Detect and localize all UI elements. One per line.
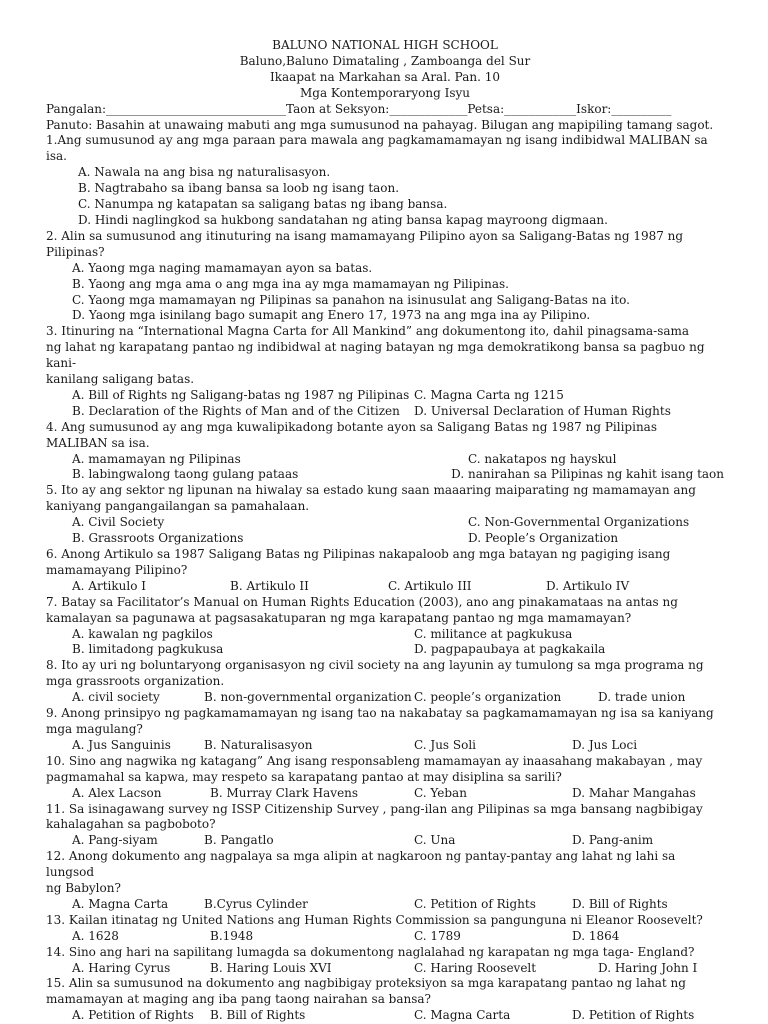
question-text: 11. Sa isinagawang survey ng ISSP Citizenship Survey , pang-ilan ang Pilipinas sa mga bansang nagbibigay xyxy=(46,801,703,816)
question-text: ng Babylon? xyxy=(46,881,121,896)
option-c[interactable]: C. Jus Soli xyxy=(414,737,477,752)
option-c[interactable]: C. Haring Roosevelt xyxy=(414,960,537,975)
question-text: 12. Anong dokumento ang nagpalaya sa mga alipin at nagkaroon ng pantay-pantay ang lahat ng lahi sa lungsod xyxy=(46,849,676,880)
question-text: pagmamahal sa kapwa, may respeto sa karapatang pantao at may disiplina sa sarili? xyxy=(46,769,562,784)
question-text: 10. Sino ang nagwika ng katagang” Ang isang responsableng mamamayan ay inaasahang makabayan , may xyxy=(46,753,703,768)
option-d[interactable]: D. People’s Organization xyxy=(468,531,619,546)
option-row xyxy=(46,642,724,658)
option-c[interactable]: C. Nanumpa ng katapatan sa saligang batas ng ibang bansa. xyxy=(78,197,448,212)
question-text: 15. Alin sa sumusunod na dokumento ang nagbibigay proteksiyon sa mga karapatang pantao ng lahat ng xyxy=(46,976,686,991)
option-b[interactable]: B. labingwalong taong gulang pataas xyxy=(72,467,299,482)
option-d[interactable]: D. 1864 xyxy=(572,928,620,943)
option-row xyxy=(46,467,724,483)
option-a[interactable]: A. Nawala na ang bisa ng naturalisasyon. xyxy=(78,165,331,180)
option-a[interactable]: A. Artikulo I xyxy=(72,578,146,593)
option-d[interactable]: D. Bill of Rights xyxy=(572,896,668,911)
option-b[interactable]: B. Bill of Rights xyxy=(210,1008,306,1023)
option-b[interactable]: B. Artikulo II xyxy=(230,578,309,593)
option-d[interactable]: D. Pang-anim xyxy=(572,833,654,848)
question-9 xyxy=(46,706,724,754)
option-b[interactable]: B. Grassroots Organizations xyxy=(72,531,244,546)
option-row xyxy=(46,1008,724,1024)
option-row xyxy=(46,738,724,754)
question-text: mamamayang Pilipino? xyxy=(46,562,188,577)
year-section-field[interactable]: Taon at Seksyon:_____________ xyxy=(286,101,468,116)
option-b[interactable]: B.Cyrus Cylinder xyxy=(204,896,308,911)
option-b[interactable]: B. Declaration of the Rights of Man and of the Citizen xyxy=(72,403,400,418)
question-15 xyxy=(46,976,724,1024)
question-text: 9. Anong prinsipyo ng pagkamamamayan ng isang tao na nakabatay sa pagkamamamayan ng isa sa kaniyang xyxy=(46,706,714,721)
instructions: Panuto: Basahin at unawaing mabuti ang mga sumusunod na pahayag. Bilugan ang mapipiling tamang sagot. xyxy=(46,117,714,132)
date-field[interactable]: Petsa:____________ xyxy=(467,101,577,116)
option-d[interactable]: D. Petition of Rights xyxy=(572,1008,695,1023)
option-row xyxy=(46,786,724,802)
option-row xyxy=(46,627,724,643)
option-d[interactable]: D. Artikulo IV xyxy=(546,578,630,593)
question-text: 6. Anong Artikulo sa 1987 Saligang Batas ng Pilipinas nakapaloob ang mga batayan ng pagiging isang xyxy=(46,547,671,561)
question-text: kaniyang pangangailangan sa pamahalaan. xyxy=(46,499,310,514)
option-c[interactable]: C. Una xyxy=(414,833,456,848)
option-d[interactable]: D. Universal Declaration of Human Rights xyxy=(414,403,671,418)
option-a[interactable]: A. Bill of Rights ng Saligang-batas ng 1987 ng Pilipinas xyxy=(72,387,410,402)
option-b[interactable]: B. Yaong ang mga ama o ang mga ina ay mga mamamayan ng Pilipinas. xyxy=(72,276,509,291)
option-c[interactable]: C. Non-Governmental Organizations xyxy=(468,515,690,530)
question-4 xyxy=(46,420,724,484)
question-text: 4. Ang sumusunod ay ang mga kuwalipikadong botante ayon sa Saligang Batas ng 1987 ng Pilipinas xyxy=(46,419,657,434)
question-7 xyxy=(46,595,724,659)
question-text: kamalayan sa pagunawa at pagsasakatuparan ng mga karapatang pantao ng mga mamamayan? xyxy=(46,610,632,625)
question-text: MALIBAN sa isa. xyxy=(46,435,150,450)
school-address: Baluno,Baluno Dimataling , Zamboanga del Sur xyxy=(239,53,531,68)
option-b[interactable]: B. Murray Clark Havens xyxy=(210,785,359,800)
question-text: 1.Ang sumusunod ay ang mga paraan para mawala ang pagkamamamayan ng isang indibidwal MALIBAN sa isa. xyxy=(46,133,708,164)
name-field[interactable]: Pangalan:______________________________ xyxy=(46,101,287,116)
option-b[interactable]: B. Pangatlo xyxy=(204,833,274,848)
option-row xyxy=(46,929,724,945)
option-a[interactable]: A. civil society xyxy=(72,690,160,705)
option-c[interactable]: C. Magna Carta xyxy=(414,1008,511,1023)
option-b[interactable]: B.1948 xyxy=(210,928,254,943)
option-a[interactable]: A. Civil Society xyxy=(72,515,165,530)
option-row xyxy=(46,961,724,977)
question-text: 7. Batay sa Facilitator’s Manual on Human Rights Education (2003), ano ang pinakamataas na antas ng xyxy=(46,594,678,609)
option-d[interactable]: D. Mahar Mangahas xyxy=(572,785,696,800)
option-c[interactable]: C. militance at pagkukusa xyxy=(414,626,573,641)
option-a[interactable]: A. Haring Cyrus xyxy=(72,960,171,975)
option-c[interactable]: C. nakatapos ng hayskul xyxy=(468,451,617,466)
option-row xyxy=(46,404,724,420)
option-c[interactable]: C. Petition of Rights xyxy=(414,896,536,911)
option-c[interactable]: C. Artikulo III xyxy=(388,578,472,593)
question-text: 3. Itinuring na “International Magna Carta for All Mankind” ang dokumentong ito, dahil pinagsama-sama xyxy=(46,324,690,339)
question-text: Pilipinas? xyxy=(46,244,105,259)
question-3 xyxy=(46,324,724,419)
option-c[interactable]: C. Yeban xyxy=(414,785,467,800)
option-d[interactable]: D. Haring John I xyxy=(598,960,698,975)
option-c[interactable]: C. people’s organization xyxy=(414,690,562,705)
option-b[interactable]: B. non-governmental organization xyxy=(204,690,412,705)
option-b[interactable]: B. Nagtrabaho sa ibang bansa sa loob ng isang taon. xyxy=(78,181,400,196)
question-text: kanilang saligang batas. xyxy=(46,372,195,387)
option-row xyxy=(46,833,724,849)
option-d[interactable]: D. Yaong mga isinilang bago sumapit ang Enero 17, 1973 na ang mga ina ay Pilipino. xyxy=(72,308,591,323)
option-c[interactable]: C. 1789 xyxy=(414,928,461,943)
option-d[interactable]: D. pagpapaubaya at pagkakaila xyxy=(414,642,606,657)
option-a[interactable]: A. Yaong mga naging mamamayan ayon sa batas. xyxy=(72,260,373,275)
option-row xyxy=(46,388,724,404)
option-d[interactable]: D. nanirahan sa Pilipinas ng kahit isang taon xyxy=(451,467,724,482)
option-a[interactable]: A. Magna Carta xyxy=(72,896,169,911)
option-a[interactable]: A. Petition of Rights xyxy=(72,1008,194,1023)
question-8 xyxy=(46,658,724,706)
question-14 xyxy=(46,945,724,977)
option-a[interactable]: A. Alex Lacson xyxy=(72,785,162,800)
option-a[interactable]: A. mamamayan ng Pilipinas xyxy=(72,451,241,466)
question-text: 5. Ito ay ang sektor ng lipunan na hiwalay sa estado kung saan maaaring maiparating ng mamamayan ang xyxy=(46,483,696,498)
question-11 xyxy=(46,802,724,850)
question-6 xyxy=(46,547,724,595)
option-b[interactable]: B. Naturalisasyon xyxy=(204,737,313,752)
option-row xyxy=(46,452,724,468)
question-text: ng lahat ng karapatang pantao ng indibidwal at naging batayan ng mga demokratikong bansa sa pagbuo ng kani- xyxy=(46,340,705,371)
question-1 xyxy=(46,133,724,228)
question-text: 13. Kailan itinatag ng United Nations ang Human Rights Commission sa pangunguna ni Eleanor Roosevelt? xyxy=(46,912,703,927)
option-row xyxy=(46,579,724,595)
score-field[interactable]: Iskor:__________ xyxy=(576,101,672,116)
question-12 xyxy=(46,849,724,913)
exam-subject: Mga Kontemporaryong Isyu xyxy=(299,85,470,100)
question-2 xyxy=(46,229,724,324)
question-text: mga grassroots organization. xyxy=(46,674,225,689)
option-b[interactable]: B. Haring Louis XVI xyxy=(210,960,332,975)
option-a[interactable]: A. Jus Sanguinis xyxy=(72,737,171,752)
option-a[interactable]: A. kawalan ng pagkilos xyxy=(72,626,213,641)
option-a[interactable]: A. Pang-siyam xyxy=(72,833,158,848)
question-text: 2. Alin sa sumusunod ang itinuturing na isang mamamayang Pilipino ayon sa Saligang-Batas ng 1987 ng xyxy=(46,228,684,243)
option-row xyxy=(46,897,724,913)
option-c[interactable]: C. Yaong mga mamamayan ng Pilipinas sa panahon na isinusulat ang Saligang-Batas na ito. xyxy=(72,292,630,307)
student-info-row xyxy=(46,102,724,118)
question-10 xyxy=(46,754,724,802)
option-row xyxy=(46,690,724,706)
option-row xyxy=(46,515,724,531)
option-d[interactable]: D. trade union xyxy=(598,690,686,705)
question-13 xyxy=(46,913,724,945)
option-a[interactable]: A. 1628 xyxy=(72,928,119,943)
option-c[interactable]: C. Magna Carta ng 1215 xyxy=(414,387,564,402)
option-row xyxy=(46,531,724,547)
option-b[interactable]: B. limitadong pagkukusa xyxy=(72,642,224,657)
exam-quarter: Ikaapat na Markahan sa Aral. Pan. 10 xyxy=(270,69,500,84)
option-d[interactable]: D. Jus Loci xyxy=(572,737,638,752)
question-text: 8. Ito ay uri ng boluntaryong organisasyon ng civil society na ang layunin ay tumulong sa mga programa ng xyxy=(46,658,704,673)
question-text: mga magulang? xyxy=(46,721,143,736)
question-text: kahalagahan sa pagboboto? xyxy=(46,817,216,832)
question-text: 14. Sino ang hari na sapilitang lumagda sa dokumentong naglalahad ng karapatan ng mga taga- England? xyxy=(46,944,695,959)
question-text: mamamayan at maging ang iba pang taong nairahan sa bansa? xyxy=(46,992,431,1007)
question-5 xyxy=(46,483,724,547)
option-d[interactable]: D. Hindi naglingkod sa hukbong sandatahan ng ating bansa kapag mayroong digmaan. xyxy=(78,212,608,227)
school-name: BALUNO NATIONAL HIGH SCHOOL xyxy=(272,38,498,52)
